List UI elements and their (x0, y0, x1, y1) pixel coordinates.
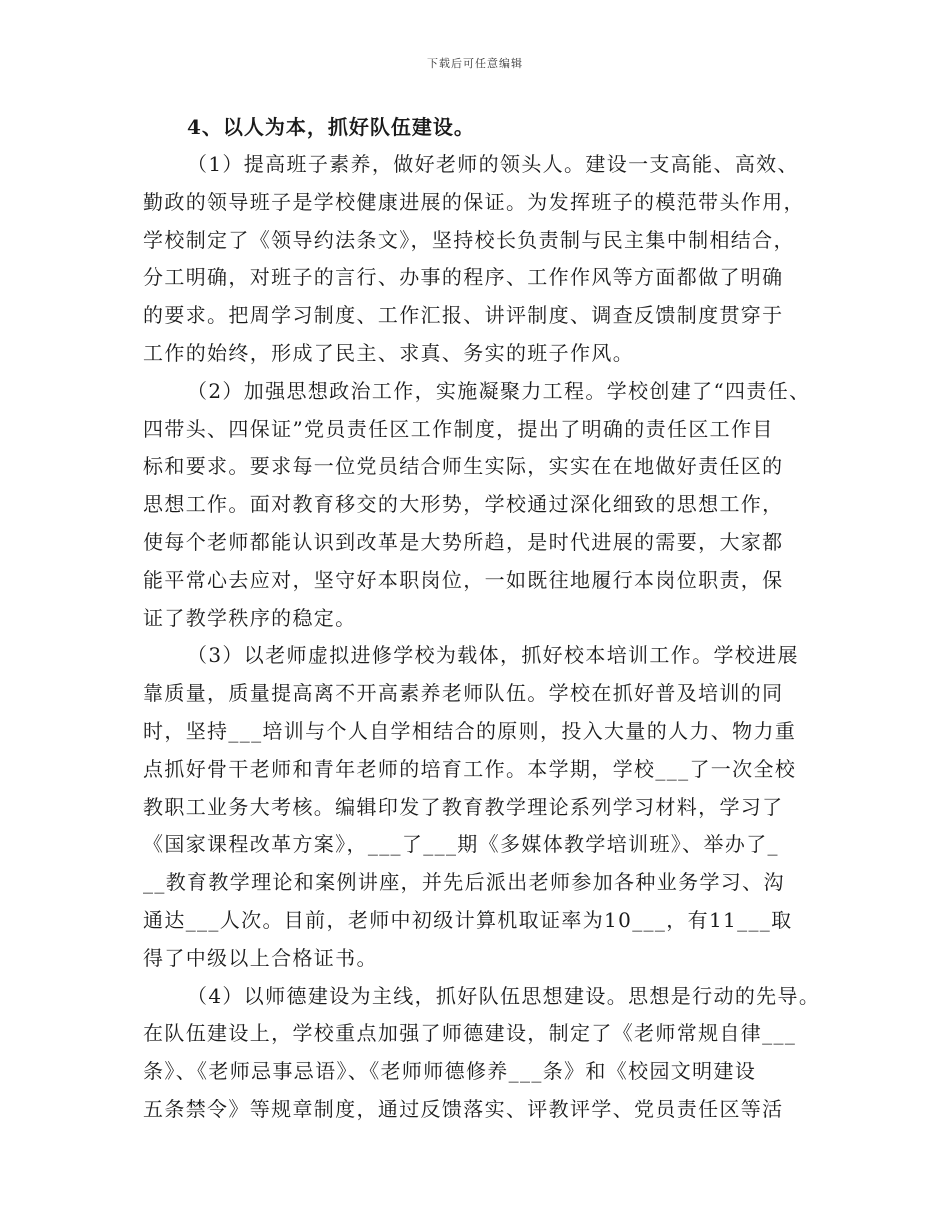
document-body (143, 108, 821, 1129)
paragraph-line: 条》、《老师忌事忌语》、《老师师德修养___条》和《校园文明建设 (143, 1059, 757, 1084)
paragraph-line: 学校制定了《领导约法条文》，坚持校长负责制与民主集中制相结合， (143, 227, 795, 252)
paragraph-line: （3）以老师虚拟进修学校为载体，抓好校本培训工作。学校进展 (187, 643, 799, 668)
paragraph-line: （4）以师德建设为主线，抓好队伍思想建设。思想是行动的先导。 (187, 983, 821, 1008)
paragraph-line: 使每个老师都能认识到改革是大势所趋，是时代进展的需要，大家都 (143, 529, 784, 554)
page-header: 下载后可任意编辑 (427, 57, 523, 70)
section-heading: 4、以人为本，抓好队伍建设。 (187, 115, 475, 139)
paragraph-line: 的要求。把周学习制度、工作汇报、讲评制度、调查反馈制度贯穿于 (143, 303, 784, 328)
paragraph-line: 时，坚持___培训与个人自学相结合的原则，投入大量的人力、物力重 (143, 718, 797, 743)
paragraph-list (143, 146, 821, 1129)
paragraph-1 (143, 146, 815, 373)
paragraph-line: 得了中级以上合格证书。 (143, 945, 378, 970)
paragraph-line: 通达___人次。目前，老师中初级计算机取证率为10___，有11___取 (143, 907, 793, 932)
paragraph-line: 证了教学秩序的稳定。 (143, 605, 357, 630)
paragraph-line: 思想工作。面对教育移交的大形势，学校通过深化细致的思想工作， (143, 492, 784, 517)
paragraph-line: 五条禁令》等规章制度，通过反馈落实、评教评学、党员责任区等活 (143, 1096, 784, 1121)
paragraph-line: 勤政的领导班子是学校健康进展的保证。为发挥班子的模范带头作用， (143, 189, 805, 214)
paragraph-3 (143, 637, 815, 977)
paragraph-line: 工作的始终，形成了民主、求真、务实的班子作风。 (143, 340, 635, 365)
paragraph-line: （2）加强思想政治工作，实施凝聚力工程。学校创建了“四责任、 (187, 378, 811, 403)
paragraph-line: 教职工业务大考核。编辑印发了教育教学理论系列学习材料，学习了 (143, 794, 784, 819)
paragraph-line: 《国家课程改革方案》，___了___期《多媒体教学培训班》、举办了_ (143, 832, 779, 857)
paragraph-line: （1）提高班子素养，做好老师的领头人。建设一支高能、高效、 (187, 152, 799, 176)
paragraph-line: 点抓好骨干老师和青年老师的培育工作。本学期，学校___了一次全校 (143, 756, 797, 781)
paragraph-2 (143, 373, 815, 638)
paragraph-line: 靠质量，质量提高离不开高素养老师队伍。学校在抓好普及培训的同 (143, 681, 784, 706)
paragraph-line: 在队伍建设上，学校重点加强了师德建设，制定了《老师常规自律___ (143, 1021, 797, 1046)
paragraph-line: __教育教学理论和案例讲座，并先后派出老师参加各种业务学习、沟 (143, 870, 785, 895)
paragraph-line: 能平常心去应对，坚守好本职岗位，一如既往地履行本岗位职责，保 (143, 567, 784, 592)
paragraph-4 (143, 978, 821, 1129)
paragraph-line: 分工明确，对班子的言行、办事的程序、工作作风等方面都做了明确 (143, 265, 784, 290)
paragraph-line: 四带头、四保证”党员责任区工作制度，提出了明确的责任区工作目 (143, 416, 774, 441)
paragraph-line: 标和要求。要求每一位党员结合师生实际，实实在在地做好责任区的 (143, 454, 784, 479)
